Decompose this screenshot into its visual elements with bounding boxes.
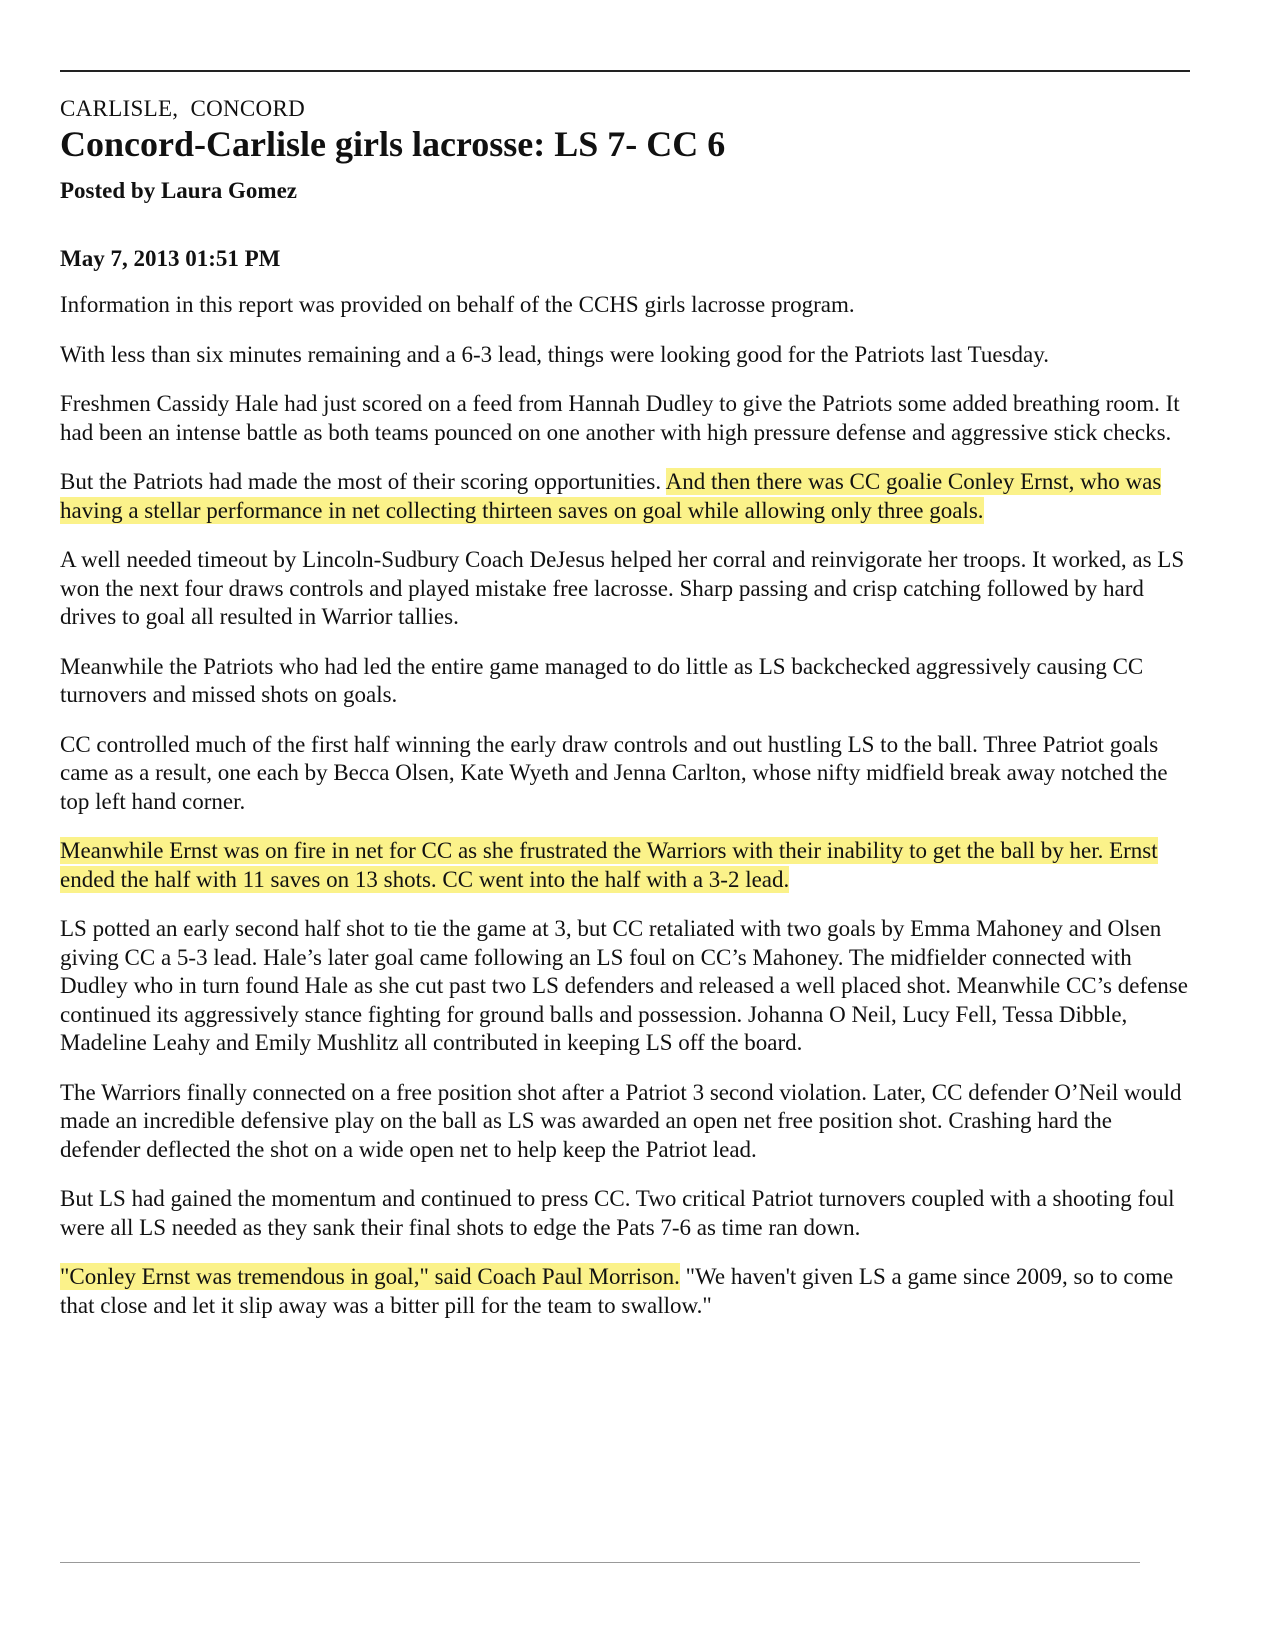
paragraph-9: LS potted an early second half shot to tie the game at 3, but CC retaliated with two goals by Emma Mahoney and Olsen giving CC a 5-3 lead. Hale’s later goal came following an LS foul on CC’s Mahoney. The midfielder connected with Dudley who in turn found Hale as she cut past two LS defenders and released a well placed shot. Meanwhile CC’s defense continued its aggressively stance fighting for ground balls and possession. Johanna O Neil, Lucy Fell, Tessa Dibble, Madeline Leahy and Emily Mushlitz all contributed in keeping LS off the board. — [60, 916, 1188, 1055]
top-divider — [60, 70, 1190, 72]
article-body — [60, 291, 1190, 1320]
paragraph-11: But LS had gained the momentum and continued to press CC. Two critical Patriot turnovers coupled with a shooting foul were all LS needed as they sank their final shots to edge the Pats 7-6 as time ran down. — [60, 1186, 1175, 1240]
paragraph-7: CC controlled much of the first half winning the early draw controls and out hustling LS to the ball. Three Patriot goals came as a result, one each by Becca Olsen, Kate Wyeth and Jenna Carlton, whose nifty midfield break away notched the top left hand corner. — [60, 731, 1168, 814]
article-title: Concord-Carlisle girls lacrosse: LS 7- CC 6 — [60, 124, 726, 164]
paragraph-5: A well needed timeout by Lincoln-Sudbury Coach DeJesus helped her corral and reinvigorate her troops. It worked, as LS won the next four draws controls and played mistake free lacrosse. Sharp passing and crisp catching followed by hard drives to goal all resulted in Warrior tallies. — [60, 547, 1185, 629]
paragraph-2: With less than six minutes remaining and a 6-3 lead, things were looking good for the Patriots last Tuesday. — [60, 341, 1049, 367]
paragraph-12: "Conley Ernst was tremendous in goal," said Coach Paul Morrison. "We haven't given LS a game since 2009, so to come that close and let it slip away was a bitter pill for the team to swallow." — [60, 1264, 1174, 1318]
highlighted-text: Meanwhile Ernst was on fire in net for CC as she frustrated the Warriors with their inability to get the ball by her. Ernst ended the half with 11 saves on 13 shots. CC went into the half with a 3-2 lead. — [60, 838, 1158, 892]
location-dateline: CARLISLE, CONCORD — [60, 96, 306, 121]
publish-date: May 7, 2013 01:51 PM — [60, 246, 281, 271]
highlighted-text: "Conley Ernst was tremendous in goal," said Coach Paul Morrison. — [60, 1264, 680, 1289]
paragraph-1: Information in this report was provided on behalf of the CCHS girls lacrosse program. — [60, 292, 855, 317]
paragraph-10: The Warriors finally connected on a free position shot after a Patriot 3 second violation. Later, CC defender O’Neil would made an incredible defensive play on the ball as LS was awarded an open net free position shot. Crashing hard the defender deflected the shot on a wide open net to help keep the Patriot lead. — [60, 1079, 1182, 1162]
highlighted-text: And then there was CC goalie Conley Ernst, who was having a stellar performance in net collecting thirteen saves on goal while allowing only three goals. — [60, 469, 1162, 523]
article — [60, 96, 1190, 1320]
byline: Posted by Laura Gomez — [60, 178, 298, 203]
paragraph-6: Meanwhile the Patriots who had led the entire game managed to do little as LS backchecked aggressively causing CC turnovers and missed shots on goals. — [60, 653, 1144, 707]
paragraph-4: But the Patriots had made the most of their scoring opportunities. And then there was CC goalie Conley Ernst, who was having a stellar performance in net collecting thirteen saves on goal while allowing only three goals. — [60, 469, 1162, 523]
paragraph-8 — [60, 837, 1190, 894]
bottom-divider — [60, 1562, 1140, 1563]
paragraph-3: Freshmen Cassidy Hale had just scored on a feed from Hannah Dudley to give the Patriots some added breathing room. It had been an intense battle as both teams pounced on one another with high pressure defense and aggressive stick checks. — [60, 391, 1180, 445]
